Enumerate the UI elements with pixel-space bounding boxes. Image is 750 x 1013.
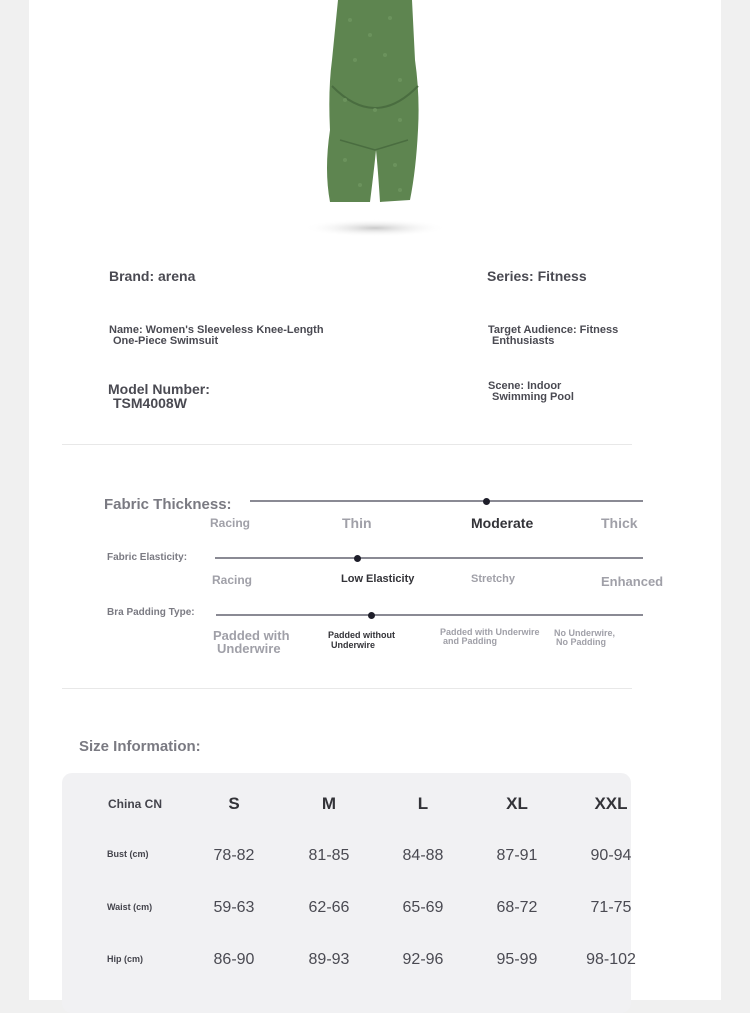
- padding-option-without-underwire: [328, 630, 395, 650]
- product-name-line2: One-Piece Swimsuit: [113, 335, 219, 347]
- elasticity-option-stretchy: Stretchy: [471, 573, 516, 585]
- swimsuit-image: [300, 0, 450, 245]
- target-audience-line2: Enthusiasts: [492, 335, 555, 347]
- divider-bottom: [62, 688, 632, 689]
- table-cell: 62-66: [308, 899, 350, 916]
- padding-option-without-underwire-line2: Underwire: [331, 640, 376, 650]
- table-cell: 81-85: [308, 847, 350, 864]
- size-header-xxl: XXL: [594, 794, 628, 813]
- size-row-label-hip: Hip (cm): [107, 954, 143, 964]
- table-cell: 65-69: [402, 899, 444, 916]
- padding-option-underwire: [213, 629, 290, 655]
- model-number: [108, 382, 210, 410]
- scene-line2: Swimming Pool: [492, 391, 574, 403]
- scene: [488, 381, 574, 403]
- elasticity-option-enhanced: Enhanced: [601, 574, 664, 589]
- scene-line1: Scene: Indoor: [488, 380, 562, 392]
- fabric-elasticity-track: [215, 557, 643, 559]
- table-cell: 89-93: [308, 951, 350, 968]
- size-header-l: L: [417, 794, 429, 813]
- size-row-label-bust: Bust (cm): [107, 849, 149, 859]
- size-table-header-label: China CN: [108, 797, 162, 811]
- table-cell: 87-91: [496, 847, 538, 864]
- bra-padding-label: Bra Padding Type:: [107, 607, 195, 618]
- size-row-label-waist: Waist (cm): [107, 902, 153, 912]
- thickness-option-racing: Racing: [210, 516, 251, 530]
- table-cell: 90-94: [590, 847, 632, 864]
- bra-padding-track: [216, 614, 643, 616]
- fabric-thickness-marker: [483, 498, 490, 505]
- bra-padding-marker: [368, 612, 375, 619]
- table-cell: 78-82: [213, 847, 255, 864]
- model-number-line2: TSM4008W: [113, 395, 187, 411]
- size-header-m: M: [321, 794, 337, 813]
- fabric-thickness-label: Fabric Thickness:: [104, 496, 232, 513]
- model-number-line1: Model Number:: [108, 381, 210, 397]
- padding-option-none: [554, 629, 615, 647]
- table-cell: 68-72: [496, 899, 538, 916]
- padding-option-underwire-padding-line1: Padded with Underwire: [440, 627, 540, 637]
- size-information-title: Size Information:: [79, 738, 201, 755]
- table-cell: 98-102: [586, 951, 636, 968]
- divider-top: [62, 444, 632, 445]
- fabric-thickness-track: [250, 500, 643, 502]
- size-header-s: S: [228, 794, 240, 813]
- padding-option-without-underwire-line1: Padded without: [328, 630, 395, 640]
- table-cell: 59-63: [213, 899, 255, 916]
- thickness-option-thin: Thin: [342, 515, 372, 531]
- target-audience: [488, 325, 618, 347]
- padding-option-none-line2: No Padding: [556, 637, 606, 647]
- padding-option-underwire-padding: [440, 628, 540, 646]
- table-cell: 86-90: [213, 951, 255, 968]
- product-name-line1: Name: Women's Sleeveless Knee-Length: [109, 324, 324, 336]
- table-cell: 71-75: [590, 899, 632, 916]
- series-text: Series: Fitness: [487, 268, 587, 284]
- thickness-option-thick: Thick: [601, 515, 638, 531]
- elasticity-option-low: Low Elasticity: [341, 573, 415, 585]
- target-audience-line1: Target Audience: Fitness: [488, 324, 619, 336]
- fabric-elasticity-label: Fabric Elasticity:: [107, 552, 188, 563]
- elasticity-option-racing: Racing: [212, 573, 253, 587]
- padding-option-underwire-padding-line2: and Padding: [443, 636, 497, 646]
- fabric-elasticity-marker: [354, 555, 361, 562]
- padding-option-underwire-line1: Padded with: [213, 628, 290, 643]
- table-cell: 84-88: [402, 847, 444, 864]
- size-header-xl: XL: [506, 794, 528, 813]
- thickness-option-moderate: Moderate: [471, 515, 534, 531]
- table-cell: 92-96: [402, 951, 444, 968]
- table-cell: 95-99: [496, 951, 538, 968]
- product-name: [109, 325, 324, 347]
- padding-option-none-line1: No Underwire,: [554, 628, 616, 638]
- padding-option-underwire-line2: Underwire: [217, 641, 281, 656]
- brand-text: Brand: arena: [109, 268, 196, 284]
